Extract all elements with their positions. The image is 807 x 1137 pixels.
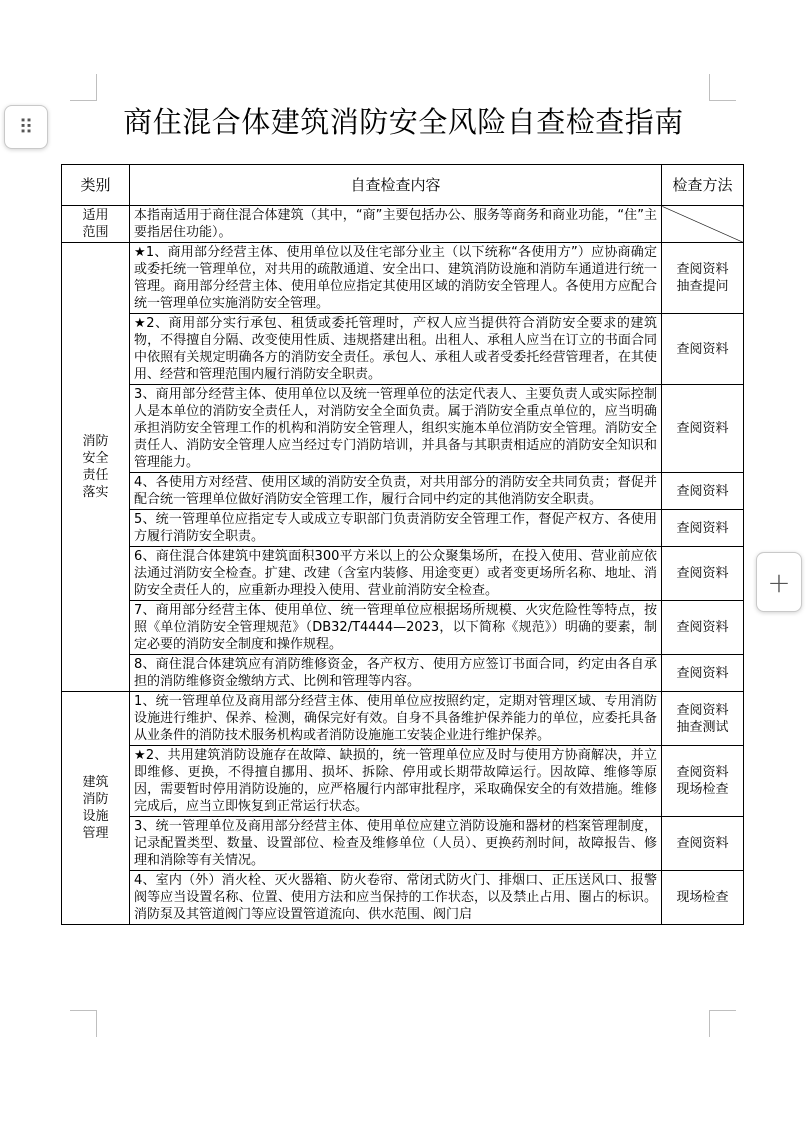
crop-mark-top-left [70,74,97,101]
method-cell: 查阅资料 [662,385,744,473]
table-row [62,692,744,746]
table-row [62,243,744,314]
content-cell: 8、商住混合体建筑应有消防维修资金，各产权方、使用方应签订书面合同，约定由各自承担的消防维修资金缴纳方式、比例和管理等内容。 [130,655,662,692]
add-block-button[interactable] [756,552,802,612]
guide-table [61,164,744,925]
method-cell: 查阅资料 现场检查 [662,746,744,817]
table-header-row [62,165,744,206]
content-cell: 6、商住混合体建筑中建筑面积300平方米以上的公众聚集场所，在投入使用、营业前应依法通过消防安全检查。扩建、改建（含室内装修、用途变更）或者变更场所名称、地址、消防安全责任人的，应重新办理投入使用、营业前消防安全检查。 [130,547,662,601]
header-content: 自查检查内容 [130,165,662,206]
scope-method-empty [662,206,744,243]
content-cell: 7、商用部分经营主体、使用单位、统一管理单位应根据场所规模、火灾危险性等特点，按照《单位消防安全管理规范》（DB32/T4444—2023，以下简称《规范》）明确的要素，制定必要的消防安全制度和操作规程。 [130,601,662,655]
table-row [62,817,744,871]
table-row [62,871,744,925]
table-row [62,547,744,601]
content-cell: 5、统一管理单位应指定专人或成立专职部门负责消防安全管理工作，督促产权方、各使用方履行消防安全职责。 [130,510,662,547]
category-cell: 消防 安全 责任 落实 [62,243,130,692]
crop-mark-top-right [709,74,736,101]
scope-category: 适用 范围 [62,206,130,243]
table-row [62,385,744,473]
method-cell: 查阅资料 [662,601,744,655]
method-cell: 查阅资料 抽查测试 [662,692,744,746]
method-cell: 现场检查 [662,871,744,925]
scope-content: 本指南适用于商住混合体建筑（其中，“商”主要包括办公、服务等商务和商业功能，“住”主要指居住功能）。 [130,206,662,243]
method-cell: 查阅资料 [662,314,744,385]
grip-dots-icon: ⠿ [18,115,34,139]
table-row [62,473,744,510]
header-category: 类别 [62,165,130,206]
content-cell: 4、室内（外）消火栓、灭火器箱、防火卷帘、常闭式防火门、排烟口、正压送风口、报警阀等应当设置名称、位置、使用方法和应当保持的工作状态，以及禁止占用、圈占的标识。消防泵及其管道阀门等应设置管道流向、供水范围、阀门启 [130,871,662,925]
scope-row [62,206,744,243]
crop-mark-bottom-left [70,1010,97,1037]
table-row [62,510,744,547]
category-cell: 建筑 消防 设施 管理 [62,692,130,925]
method-cell: 查阅资料 [662,655,744,692]
content-cell: ★2、共用建筑消防设施存在故障、缺损的，统一管理单位应及时与使用方协商解决，并立即维修、更换，不得擅自挪用、损坏、拆除、停用或长期带故障运行。因故障、维修等原因，需要暂时停用消防设施的，应严格履行内部审批程序，采取确保安全的有效措施。维修完成后，应当立即恢复到正常运行状态。 [130,746,662,817]
table-row [62,314,744,385]
crop-mark-bottom-right [709,1010,736,1037]
method-cell: 查阅资料 [662,510,744,547]
table-row [62,746,744,817]
plus-icon: + [767,565,791,599]
content-cell: 3、统一管理单位及商用部分经营主体、使用单位应建立消防设施和器材的档案管理制度，记录配置类型、数量、设置部位、检查及维修单位（人员）、更换药剂时间，故障报告、修理和消除等有关情况。 [130,817,662,871]
method-cell: 查阅资料 [662,817,744,871]
content-cell: ★1、商用部分经营主体、使用单位以及住宅部分业主（以下统称“各使用方”）应协商确定或委托统一管理单位，对共用的疏散通道、安全出口、建筑消防设施和消防车通道进行统一管理。商用部分经营主体、使用单位应指定其使用区域的消防安全管理人。各使用方应配合统一管理单位实施消防安全管理。 [130,243,662,314]
method-cell: 查阅资料 抽查提问 [662,243,744,314]
content-cell: ★2、商用部分实行承包、租赁或委托管理时，产权人应当提供符合消防安全要求的建筑物，不得擅自分隔、改变使用性质、违规搭建出租。出租人、承租人应当在订立的书面合同中依照有关规定明确各方的消防安全责任。承包人、承租人或者受委托经营管理者，在其使用、经营和管理范围内履行消防安全职责。 [130,314,662,385]
content-cell: 1、统一管理单位及商用部分经营主体、使用单位应按照约定，定期对管理区域、专用消防设施进行维护、保养、检测，确保完好有效。自身不具备维护保养能力的单位，应委托具备从业条件的消防技术服务机构或者消防设施施工安装企业进行维护保养。 [130,692,662,746]
document-title: 商住混合体建筑消防安全风险自查检查指南 [123,105,684,139]
method-cell: 查阅资料 [662,473,744,510]
method-cell: 查阅资料 [662,547,744,601]
table-row [62,601,744,655]
drag-handle-button[interactable] [4,105,48,149]
content-cell: 3、商用部分经营主体、使用单位以及统一管理单位的法定代表人、主要负责人或实际控制人是本单位的消防安全责任人，对消防安全全面负责。属于消防安全重点单位的，应当明确承担消防安全管理工作的机构和消防安全管理人，组织实施本单位消防安全管理。消防安全责任人、消防安全管理人应当经过专门消防培训，并具备与其职责相适应的消防安全知识和管理能力。 [130,385,662,473]
content-cell: 4、各使用方对经营、使用区域的消防安全负责，对共用部分的消防安全共同负责；督促并配合统一管理单位做好消防安全管理工作，履行合同中约定的其他消防安全职责。 [130,473,662,510]
header-method: 检查方法 [662,165,744,206]
table-row [62,655,744,692]
